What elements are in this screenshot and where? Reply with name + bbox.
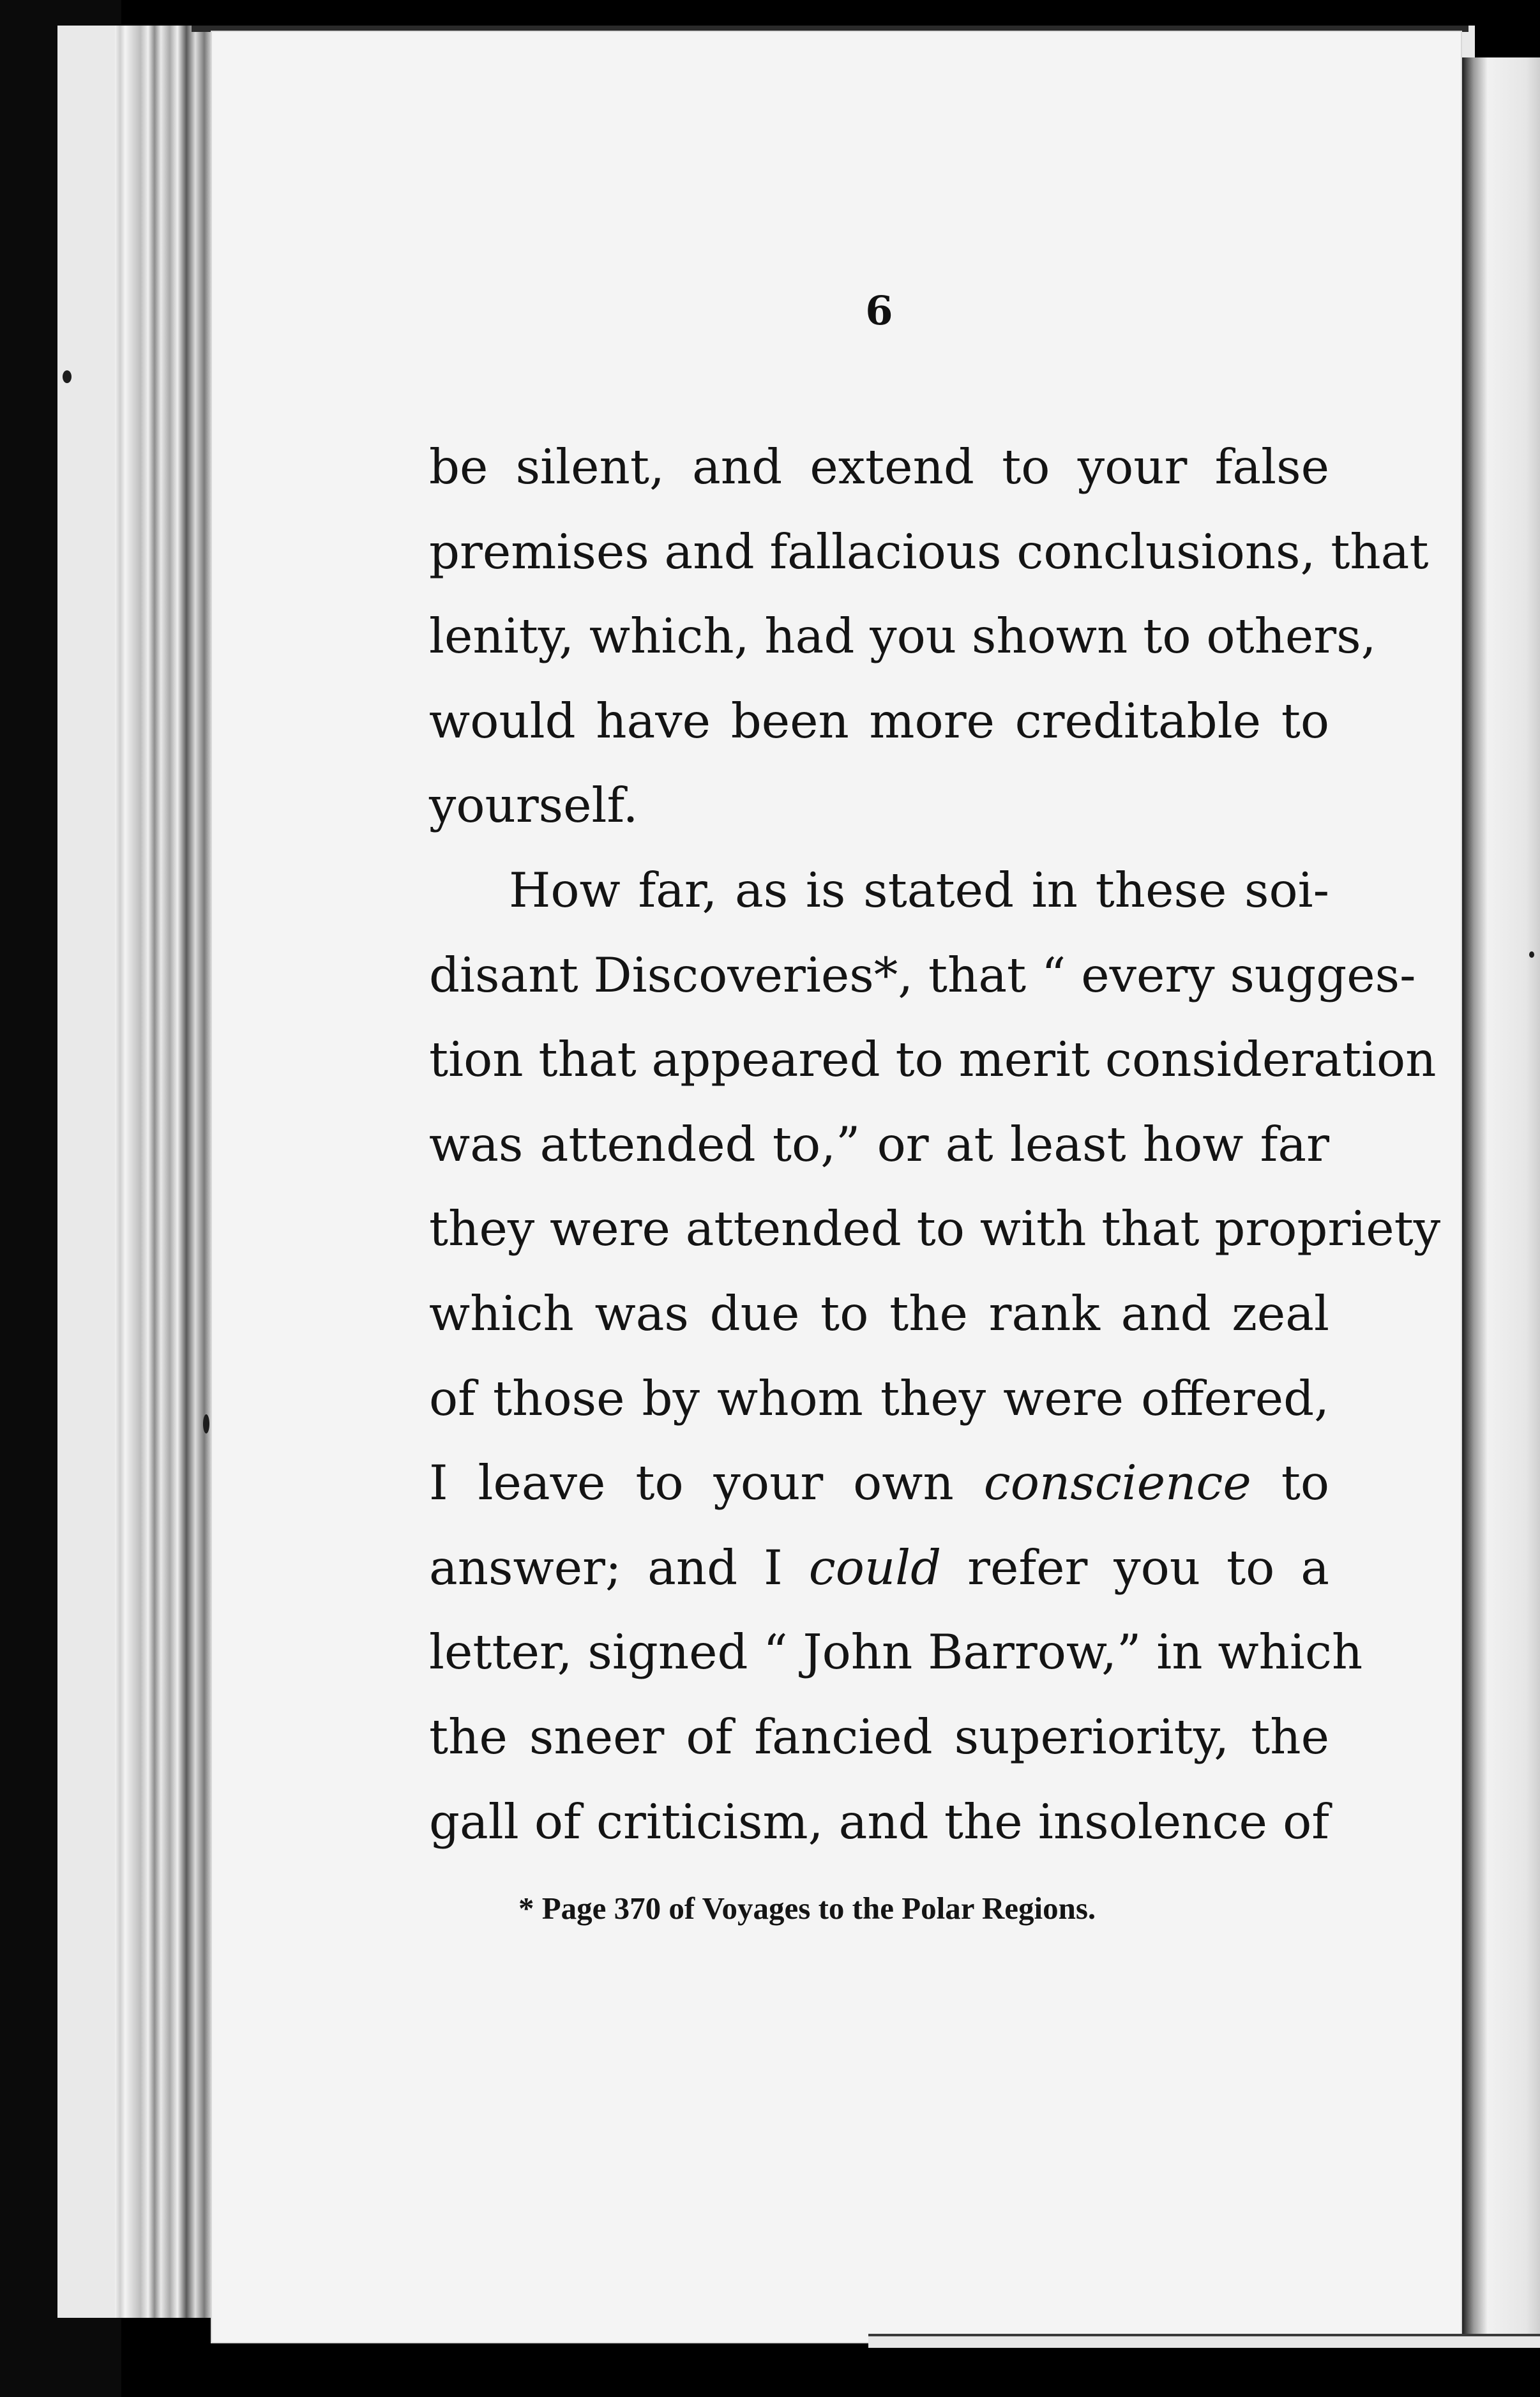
text-line: gall of criticism, and the insolence of (429, 1793, 1329, 1850)
italic-word: could (808, 1539, 942, 1596)
right-page-edge (1462, 57, 1540, 2343)
text-line: yourself. (429, 777, 638, 834)
text-line (429, 1440, 1329, 1525)
text-line: premises and fallacious conclusions, that (429, 523, 1429, 580)
text-line: How far, as is stated in these soi- (509, 861, 1329, 918)
text-line: letter, signed “ John Barrow,” in which (429, 1624, 1363, 1681)
text-line: which was due to the rank and zeal (429, 1285, 1329, 1342)
text-run: answer; and I (429, 1539, 809, 1596)
text-run: I leave to your own (429, 1455, 984, 1511)
text-line: disant Discoveries*, that “ every sugges- (429, 946, 1416, 1003)
text-line: tion that appeared to merit consideration (429, 1031, 1437, 1088)
text-line: the sneer of fancied superiority, the (429, 1708, 1329, 1765)
footnote: * Page 370 of Voyages to the Polar Regions. (518, 1891, 1096, 1926)
text-run: to (1251, 1455, 1330, 1511)
text-line (429, 1525, 1329, 1610)
body-text (429, 425, 1441, 1864)
page-number: 6 (865, 287, 893, 334)
text-run: refer you to a (941, 1539, 1329, 1596)
bottom-page-edge (868, 2334, 1540, 2348)
italic-word: conscience (983, 1455, 1251, 1511)
text-line: of those by whom they were offered, (429, 1370, 1329, 1426)
text-line: they were attended to with that propriety (429, 1200, 1441, 1257)
text-line: was attended to,” or at least how far (429, 1115, 1329, 1172)
scan-speck (1529, 951, 1534, 958)
text-line: would have been more creditable to (429, 692, 1329, 749)
text-line: lenity, which, had you shown to others, (429, 608, 1377, 665)
text-line: be silent, and extend to your false (429, 439, 1329, 495)
scan-speck (63, 370, 72, 383)
scan-speck (203, 1414, 209, 1433)
